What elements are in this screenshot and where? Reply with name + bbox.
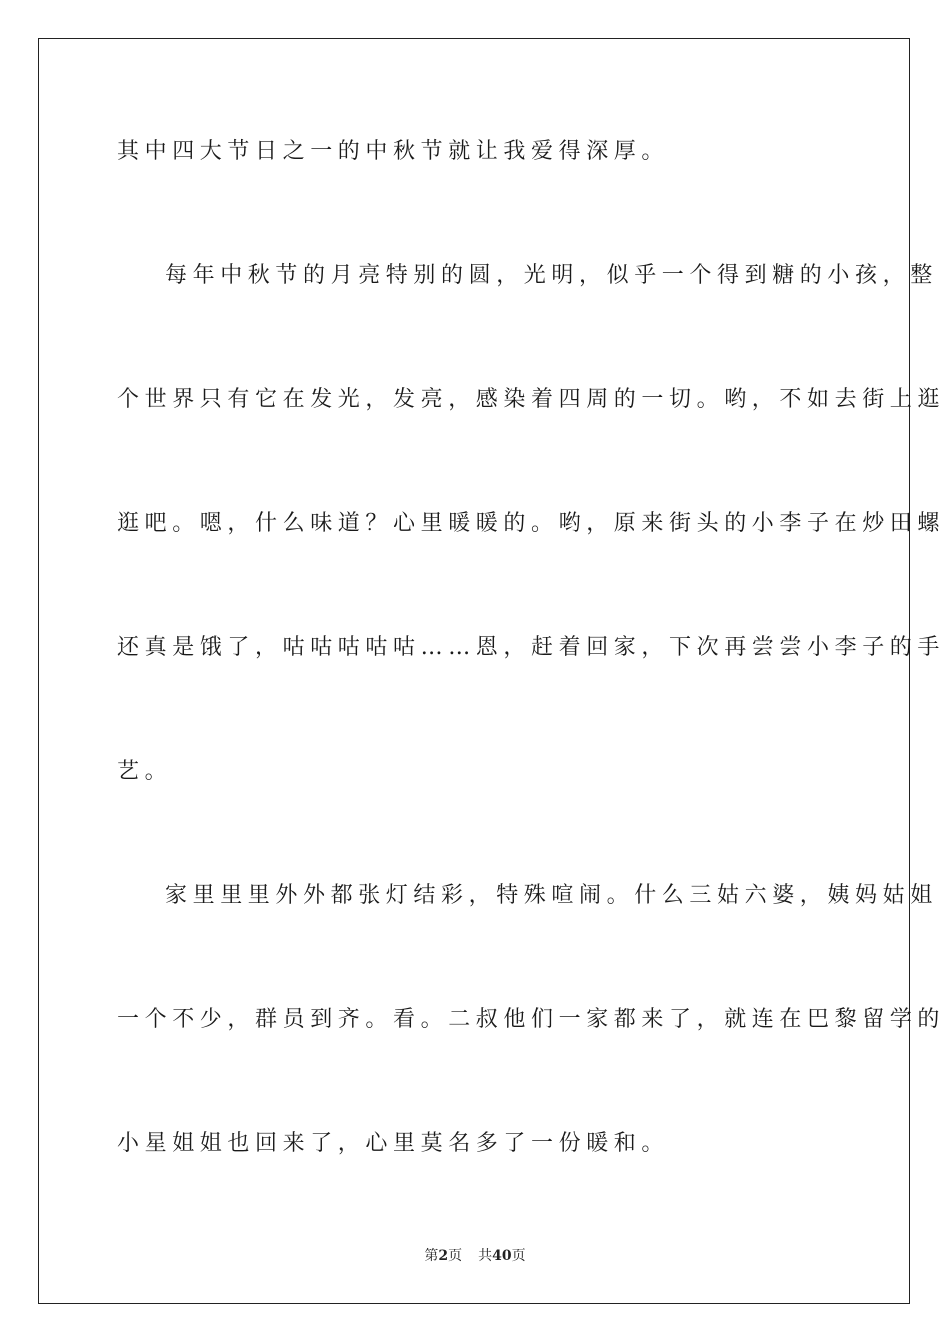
- text-line-5: 还真是饿了，咕咕咕咕咕……恩，赶着回家，下次再尝尝小李子的手: [117, 635, 946, 660]
- page-prefix: 第: [424, 1248, 439, 1264]
- page-footer: [0, 1247, 950, 1265]
- page-suffix: 页: [448, 1248, 463, 1264]
- text-line-6: 艺。: [117, 759, 173, 784]
- text-line-8: 一个不少，群员到齐。看。二叔他们一家都来了，就连在巴黎留学的: [117, 1007, 946, 1032]
- text-line-7: 家里里里外外都张灯结彩，特殊喧闹。什么三姑六婆，姨妈姑姐: [165, 883, 938, 908]
- text-line-1: 其中四大节日之一的中秋节就让我爱得深厚。: [117, 139, 670, 164]
- text-line-4: 逛吧。嗯，什么味道？心里暖暖的。哟，原来街头的小李子在炒田螺: [117, 511, 946, 536]
- text-line-9: 小星姐姐也回来了，心里莫名多了一份暖和。: [117, 1131, 670, 1156]
- text-line-2: 每年中秋节的月亮特别的圆，光明，似乎一个得到糖的小孩，整: [165, 263, 938, 288]
- page-number: 2: [438, 1248, 449, 1264]
- total-prefix: 共: [478, 1248, 493, 1264]
- total-suffix: 页: [511, 1248, 526, 1264]
- page-border: [38, 38, 946, 1304]
- text-line-3: 个世界只有它在发光，发亮，感染着四周的一切。哟，不如去街上逛: [117, 387, 946, 412]
- total-pages: 40: [492, 1248, 512, 1264]
